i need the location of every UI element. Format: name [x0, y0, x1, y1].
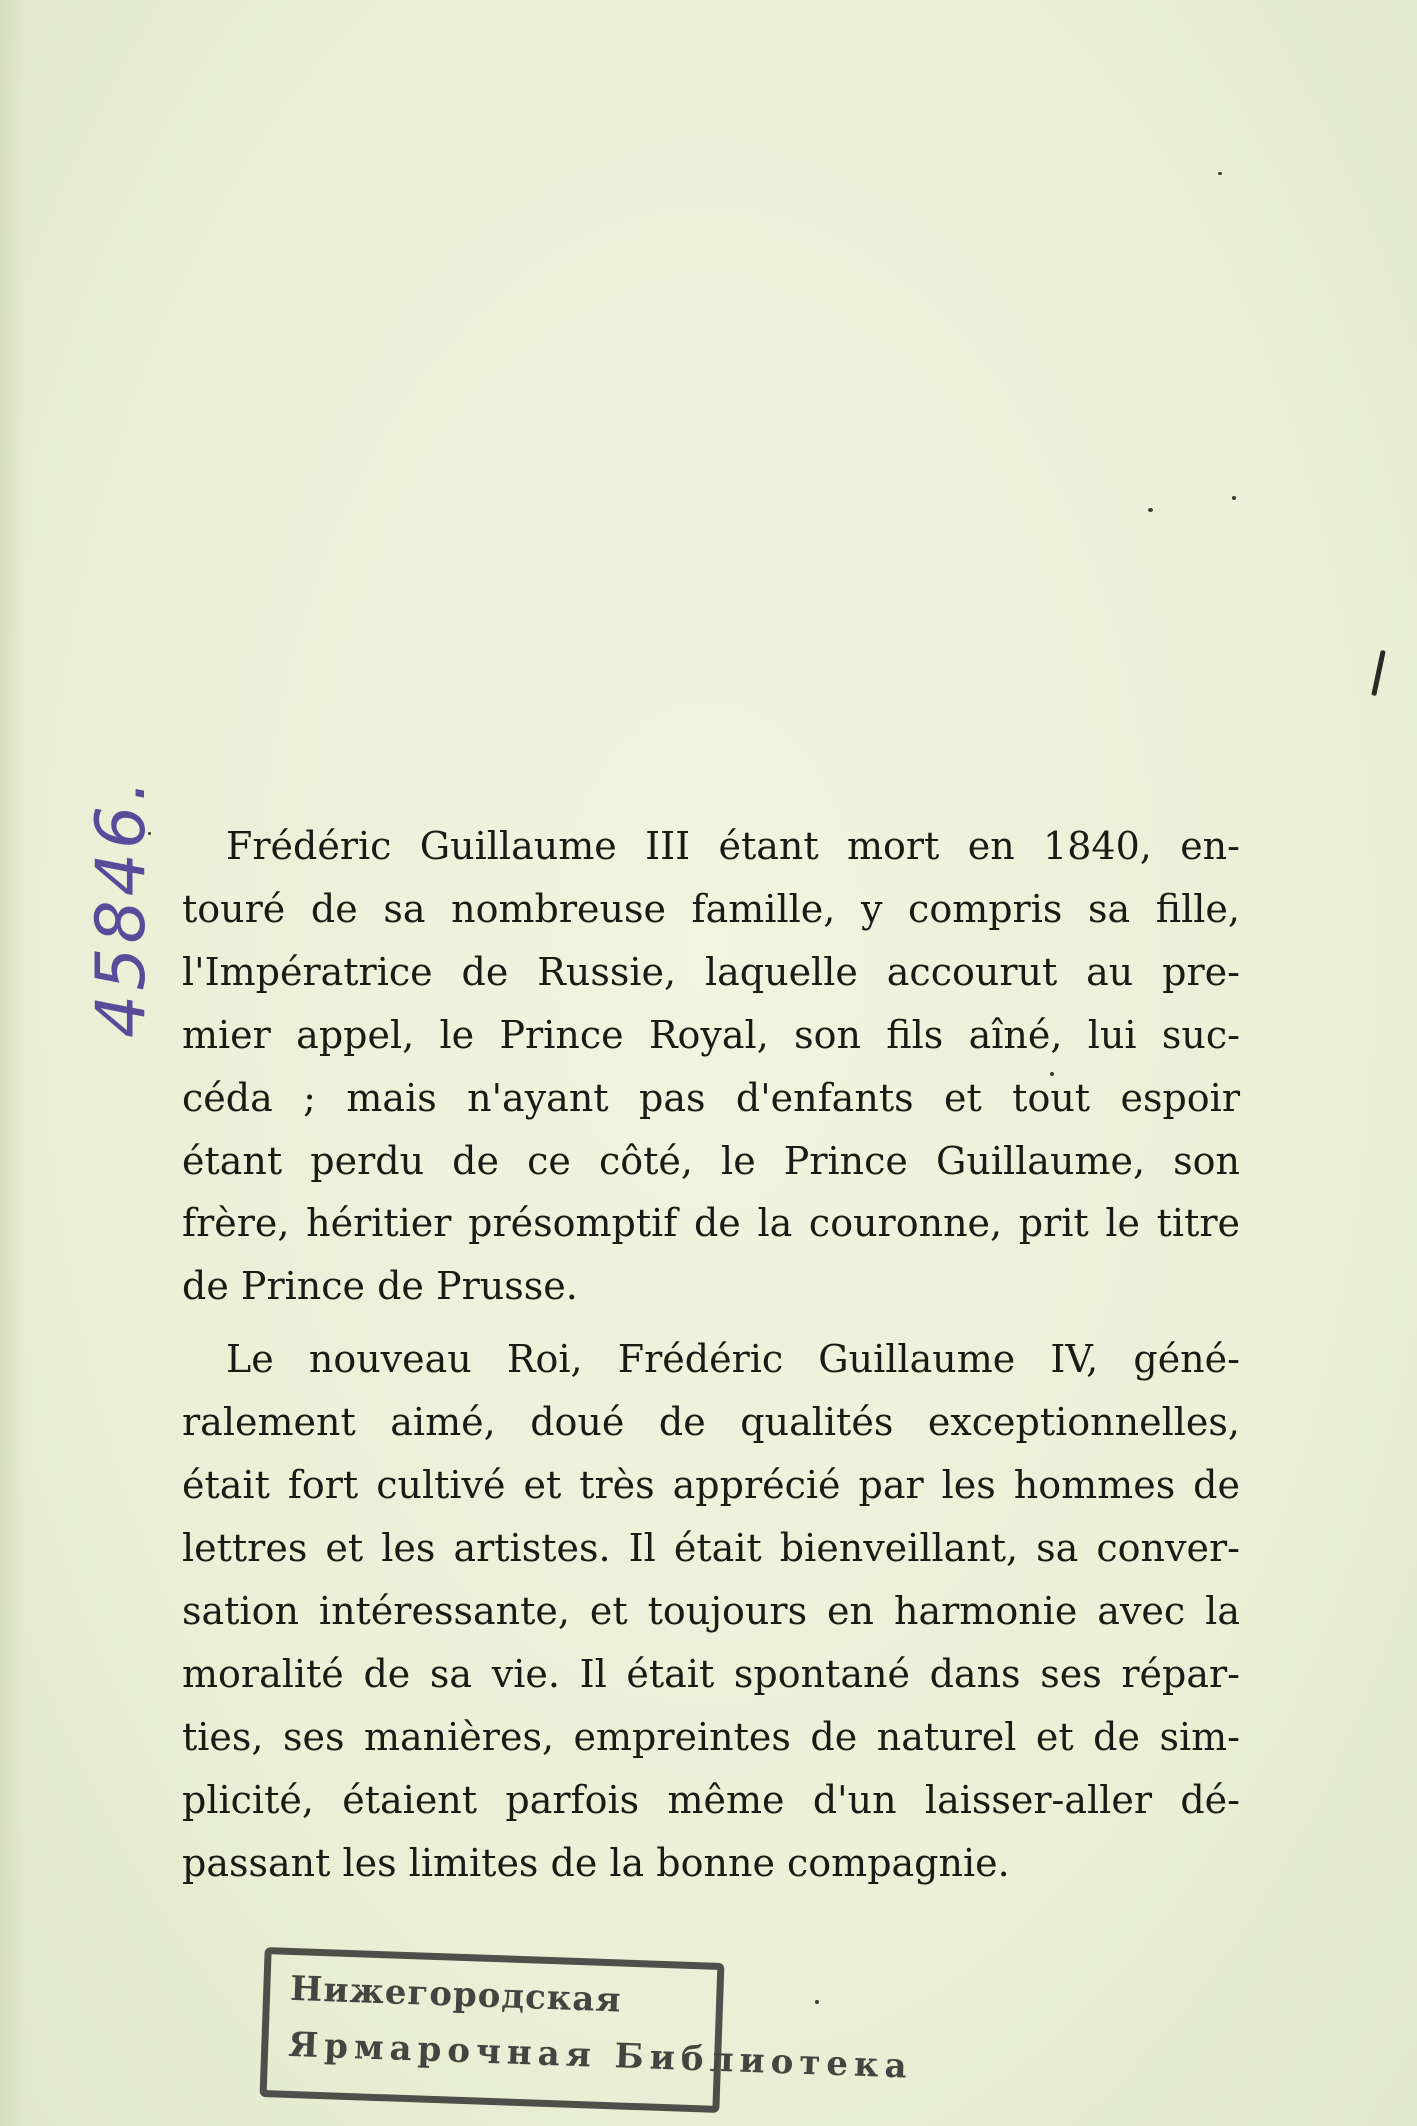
text-line: ties, ses manières, empreintes de naturel et de sim- — [182, 1714, 1240, 1759]
text-line: de Prince de Prusse. — [182, 1264, 578, 1309]
text-line: Le nouveau Roi, Frédéric Guillaume IV, géné- — [226, 1337, 1240, 1382]
text-line: moralité de sa vie. Il était spontané dans ses répar- — [182, 1651, 1240, 1696]
text-line: plicité, étaient parfois même d'un laisser-aller dé- — [182, 1777, 1240, 1822]
text-line: céda ; mais n'ayant pas d'enfants et tout espoir — [182, 1075, 1240, 1120]
stamp-line-1: Нижегородская — [289, 1968, 623, 2021]
text-line: passant les limites de la bonne compagnie. — [182, 1840, 1010, 1885]
stamp-line-2: Ярмарочная Библиотека — [287, 2024, 914, 2087]
library-stamp — [260, 1947, 914, 2113]
body-text — [182, 815, 1240, 1894]
paragraph-1 — [182, 815, 1240, 1318]
paragraph-2 — [182, 1328, 1240, 1894]
ink-mark — [1371, 650, 1385, 696]
paper-speck — [1232, 496, 1236, 500]
text-line: sation intéressante, et toujours en harmonie avec la — [182, 1588, 1240, 1633]
text-line: étant perdu de ce côté, le Prince Guillaume, son — [182, 1138, 1240, 1183]
paper-speck — [1218, 172, 1222, 175]
text-line: Frédéric Guillaume III étant mort en 1840, en- — [226, 824, 1240, 868]
text-line: mier appel, le Prince Royal, son fils aîné, lui suc- — [182, 1012, 1240, 1057]
text-line: touré de sa nombreuse famille, y compris sa fille, — [182, 886, 1240, 931]
text-line: était fort cultivé et très apprécié par les hommes de — [182, 1463, 1240, 1508]
text-line: l'Impératrice de Russie, laquelle accourut au pre- — [182, 949, 1240, 994]
text-line: frère, héritier présomptif de la couronne, prit le titre — [182, 1201, 1240, 1246]
paper-speck — [1148, 508, 1153, 512]
text-line: lettres et les artistes. Il était bienveillant, sa conver- — [182, 1525, 1240, 1570]
handwritten-inventory-number: 45846. — [82, 776, 161, 1038]
paper-speck — [815, 2000, 819, 2004]
text-line: ralement aimé, doué de qualités exceptionnelles, — [182, 1400, 1240, 1445]
